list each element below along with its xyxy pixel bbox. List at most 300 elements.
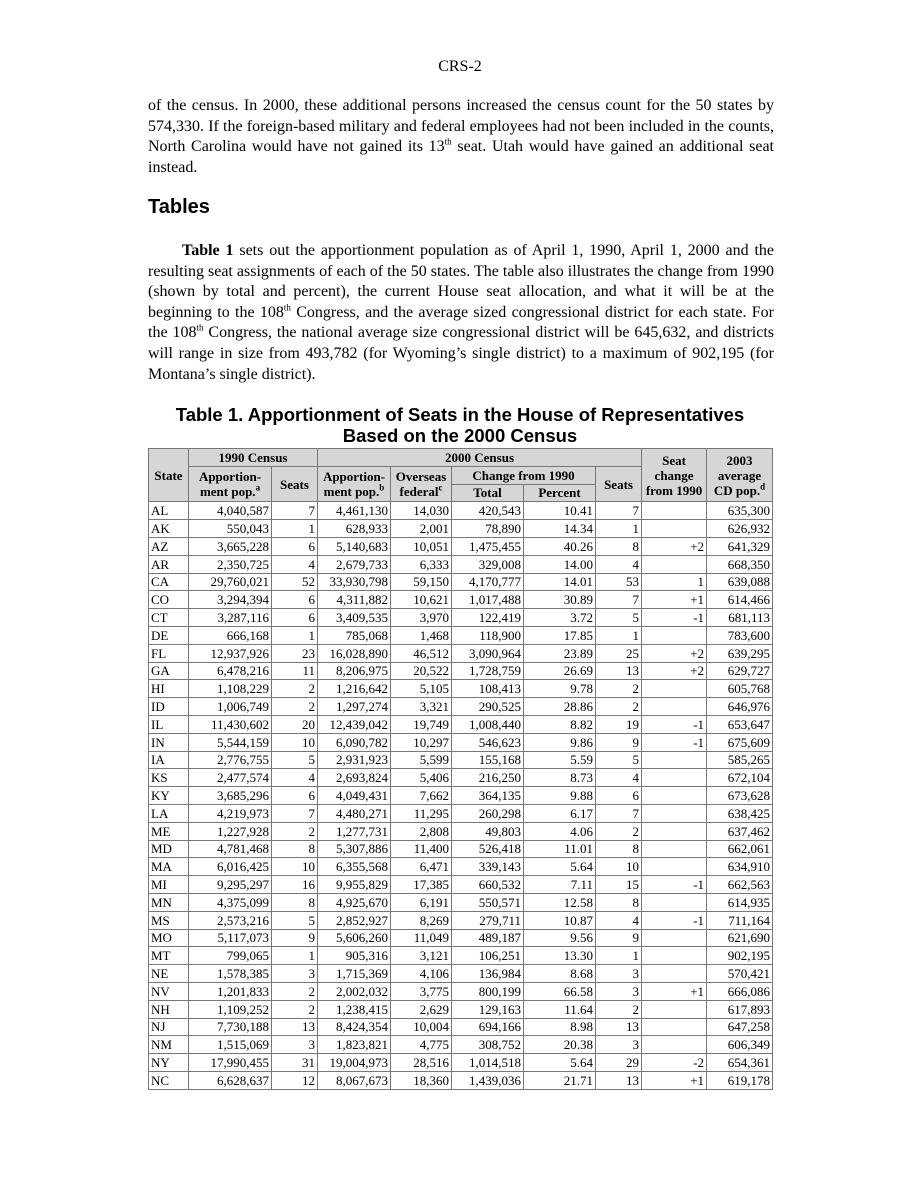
cell-overseas-federal: 28,516 bbox=[391, 1054, 452, 1072]
cell-average-cd-pop: 635,300 bbox=[707, 502, 773, 520]
cell-change-percent: 11.01 bbox=[524, 840, 596, 858]
cell-change-percent: 9.78 bbox=[524, 680, 596, 698]
cell-apportionment-2000: 785,068 bbox=[318, 626, 391, 644]
table-row bbox=[149, 769, 773, 787]
cell-change-percent: 10.41 bbox=[524, 502, 596, 520]
cell-change-percent: 17.85 bbox=[524, 626, 596, 644]
table-title-line-1: Table 1. Apportionment of Seats in the House of Representatives bbox=[175, 404, 745, 425]
cell-apportionment-2000: 16,028,890 bbox=[318, 644, 391, 662]
cell-average-cd-pop: 666,086 bbox=[707, 982, 773, 1000]
cell-seats-2000: 2 bbox=[596, 698, 642, 716]
cell-seats-1990: 4 bbox=[272, 555, 318, 573]
cell-apportionment-2000: 5,606,260 bbox=[318, 929, 391, 947]
cell-change-total: 339,143 bbox=[452, 858, 524, 876]
cell-seat-change: +2 bbox=[642, 537, 707, 555]
cell-change-total: 1,008,440 bbox=[452, 715, 524, 733]
cell-overseas-federal: 19,749 bbox=[391, 715, 452, 733]
cell-apportionment-2000: 2,693,824 bbox=[318, 769, 391, 787]
cell-seats-1990: 23 bbox=[272, 644, 318, 662]
table-title-line-2: Based on the 2000 Census bbox=[342, 425, 578, 446]
cell-state: ME bbox=[149, 822, 189, 840]
cell-seat-change: +1 bbox=[642, 591, 707, 609]
cell-seat-change bbox=[642, 769, 707, 787]
cell-seats-2000: 1 bbox=[596, 947, 642, 965]
header-avg-footnote: d bbox=[760, 481, 766, 492]
cell-apportionment-1990: 4,040,587 bbox=[189, 502, 272, 520]
cell-seats-2000: 25 bbox=[596, 644, 642, 662]
cell-state: NV bbox=[149, 982, 189, 1000]
cell-seats-1990: 2 bbox=[272, 698, 318, 716]
cell-change-percent: 3.72 bbox=[524, 609, 596, 627]
cell-change-total: 136,984 bbox=[452, 965, 524, 983]
cell-seats-1990: 11 bbox=[272, 662, 318, 680]
cell-seats-2000: 6 bbox=[596, 787, 642, 805]
cell-seats-1990: 52 bbox=[272, 573, 318, 591]
para2-superscript-1: th bbox=[283, 302, 291, 313]
section-heading: Tables bbox=[148, 196, 210, 218]
cell-seats-2000: 3 bbox=[596, 965, 642, 983]
cell-state: AL bbox=[149, 502, 189, 520]
cell-overseas-federal: 10,621 bbox=[391, 591, 452, 609]
cell-change-total: 106,251 bbox=[452, 947, 524, 965]
cell-average-cd-pop: 654,361 bbox=[707, 1054, 773, 1072]
cell-seats-1990: 5 bbox=[272, 911, 318, 929]
cell-apportionment-2000: 2,679,733 bbox=[318, 555, 391, 573]
cell-apportionment-1990: 2,776,755 bbox=[189, 751, 272, 769]
tables-paragraph bbox=[148, 241, 774, 385]
cell-average-cd-pop: 641,329 bbox=[707, 537, 773, 555]
cell-seat-change bbox=[642, 929, 707, 947]
cell-change-total: 694,166 bbox=[452, 1018, 524, 1036]
cell-seats-1990: 6 bbox=[272, 787, 318, 805]
cell-average-cd-pop: 653,647 bbox=[707, 715, 773, 733]
cell-apportionment-1990: 3,665,228 bbox=[189, 537, 272, 555]
table-row bbox=[149, 573, 773, 591]
cell-average-cd-pop: 570,421 bbox=[707, 965, 773, 983]
cell-seats-2000: 7 bbox=[596, 804, 642, 822]
cell-seats-1990: 12 bbox=[272, 1071, 318, 1089]
cell-average-cd-pop: 614,466 bbox=[707, 591, 773, 609]
cell-change-percent: 13.30 bbox=[524, 947, 596, 965]
cell-overseas-federal: 10,297 bbox=[391, 733, 452, 751]
cell-change-total: 155,168 bbox=[452, 751, 524, 769]
cell-change-total: 550,571 bbox=[452, 893, 524, 911]
cell-change-total: 546,623 bbox=[452, 733, 524, 751]
cell-state: AZ bbox=[149, 537, 189, 555]
cell-overseas-federal: 6,333 bbox=[391, 555, 452, 573]
cell-apportionment-2000: 9,955,829 bbox=[318, 876, 391, 894]
cell-seats-2000: 4 bbox=[596, 911, 642, 929]
cell-seat-change bbox=[642, 840, 707, 858]
header-seat-change bbox=[642, 449, 707, 502]
cell-overseas-federal: 59,150 bbox=[391, 573, 452, 591]
table-row bbox=[149, 982, 773, 1000]
table-row bbox=[149, 965, 773, 983]
cell-seats-2000: 2 bbox=[596, 680, 642, 698]
cell-average-cd-pop: 634,910 bbox=[707, 858, 773, 876]
cell-seats-1990: 4 bbox=[272, 769, 318, 787]
table-row bbox=[149, 893, 773, 911]
cell-apportionment-2000: 4,925,670 bbox=[318, 893, 391, 911]
cell-apportionment-1990: 1,109,252 bbox=[189, 1000, 272, 1018]
cell-overseas-federal: 20,522 bbox=[391, 662, 452, 680]
table-row bbox=[149, 1000, 773, 1018]
cell-seats-1990: 5 bbox=[272, 751, 318, 769]
cell-seats-2000: 4 bbox=[596, 769, 642, 787]
cell-average-cd-pop: 619,178 bbox=[707, 1071, 773, 1089]
table-row bbox=[149, 947, 773, 965]
cell-apportionment-1990: 3,685,296 bbox=[189, 787, 272, 805]
cell-overseas-federal: 2,001 bbox=[391, 520, 452, 538]
cell-seat-change: -1 bbox=[642, 733, 707, 751]
cell-seats-1990: 10 bbox=[272, 858, 318, 876]
cell-change-total: 216,250 bbox=[452, 769, 524, 787]
cell-seats-2000: 13 bbox=[596, 662, 642, 680]
cell-overseas-federal: 3,321 bbox=[391, 698, 452, 716]
page-header: CRS-2 bbox=[438, 58, 482, 75]
table-reference: Table 1 bbox=[182, 242, 234, 259]
cell-change-percent: 28.86 bbox=[524, 698, 596, 716]
cell-apportionment-2000: 19,004,973 bbox=[318, 1054, 391, 1072]
cell-state: LA bbox=[149, 804, 189, 822]
cell-apportionment-2000: 4,480,271 bbox=[318, 804, 391, 822]
header-app00-line-1: Apportion- bbox=[322, 469, 386, 485]
cell-apportionment-1990: 6,478,216 bbox=[189, 662, 272, 680]
cell-seat-change: -1 bbox=[642, 609, 707, 627]
cell-state: KS bbox=[149, 769, 189, 787]
cell-state: MI bbox=[149, 876, 189, 894]
cell-seats-1990: 6 bbox=[272, 609, 318, 627]
cell-state: MS bbox=[149, 911, 189, 929]
para1-text-a: of the census. In 2000, these additional persons increased the census count for the 50 states by 574,330. If the foreign-based military and federal employees had not been included in the counts, North Carolina would have not gained its 13 bbox=[148, 97, 774, 156]
cell-change-total: 279,711 bbox=[452, 911, 524, 929]
cell-seats-1990: 2 bbox=[272, 822, 318, 840]
cell-change-total: 3,090,964 bbox=[452, 644, 524, 662]
cell-state: AK bbox=[149, 520, 189, 538]
table-row bbox=[149, 502, 773, 520]
cell-seat-change bbox=[642, 502, 707, 520]
cell-average-cd-pop: 606,349 bbox=[707, 1036, 773, 1054]
cell-seat-change bbox=[642, 751, 707, 769]
header-seat-change-line-1: Seat bbox=[662, 452, 686, 468]
cell-seats-1990: 3 bbox=[272, 1036, 318, 1054]
cell-average-cd-pop: 637,462 bbox=[707, 822, 773, 840]
cell-seats-2000: 3 bbox=[596, 982, 642, 1000]
cell-seat-change bbox=[642, 1036, 707, 1054]
table-row bbox=[149, 662, 773, 680]
cell-seats-1990: 1 bbox=[272, 626, 318, 644]
cell-apportionment-1990: 799,065 bbox=[189, 947, 272, 965]
cell-apportionment-1990: 11,430,602 bbox=[189, 715, 272, 733]
cell-change-percent: 14.00 bbox=[524, 555, 596, 573]
cell-apportionment-1990: 29,760,021 bbox=[189, 573, 272, 591]
cell-change-percent: 12.58 bbox=[524, 893, 596, 911]
table-row bbox=[149, 1071, 773, 1089]
cell-average-cd-pop: 662,061 bbox=[707, 840, 773, 858]
header-app00-line-2: ment pop. bbox=[323, 484, 380, 500]
cell-seats-1990: 1 bbox=[272, 520, 318, 538]
cell-overseas-federal: 4,106 bbox=[391, 965, 452, 983]
cell-overseas-federal: 2,808 bbox=[391, 822, 452, 840]
cell-seats-1990: 7 bbox=[272, 804, 318, 822]
cell-change-total: 660,532 bbox=[452, 876, 524, 894]
cell-change-percent: 11.64 bbox=[524, 1000, 596, 1018]
table-row bbox=[149, 520, 773, 538]
cell-change-percent: 9.56 bbox=[524, 929, 596, 947]
cell-change-percent: 21.71 bbox=[524, 1071, 596, 1089]
cell-seat-change bbox=[642, 858, 707, 876]
header-app90-footnote: a bbox=[255, 482, 261, 493]
cell-apportionment-2000: 12,439,042 bbox=[318, 715, 391, 733]
cell-state: MN bbox=[149, 893, 189, 911]
table-row bbox=[149, 751, 773, 769]
cell-seat-change: -2 bbox=[642, 1054, 707, 1072]
cell-average-cd-pop: 629,727 bbox=[707, 662, 773, 680]
cell-change-total: 108,413 bbox=[452, 680, 524, 698]
cell-overseas-federal: 11,295 bbox=[391, 804, 452, 822]
cell-seats-2000: 15 bbox=[596, 876, 642, 894]
cell-apportionment-1990: 7,730,188 bbox=[189, 1018, 272, 1036]
cell-change-total: 329,008 bbox=[452, 555, 524, 573]
table-row bbox=[149, 822, 773, 840]
cell-average-cd-pop: 662,563 bbox=[707, 876, 773, 894]
cell-apportionment-1990: 9,295,297 bbox=[189, 876, 272, 894]
cell-state: MA bbox=[149, 858, 189, 876]
cell-state: IL bbox=[149, 715, 189, 733]
cell-average-cd-pop: 675,609 bbox=[707, 733, 773, 751]
cell-seats-2000: 1 bbox=[596, 520, 642, 538]
cell-seat-change: +1 bbox=[642, 1071, 707, 1089]
cell-overseas-federal: 7,662 bbox=[391, 787, 452, 805]
cell-apportionment-2000: 1,715,369 bbox=[318, 965, 391, 983]
cell-state: CO bbox=[149, 591, 189, 609]
cell-seats-2000: 8 bbox=[596, 840, 642, 858]
cell-seat-change: -1 bbox=[642, 911, 707, 929]
cell-apportionment-1990: 17,990,455 bbox=[189, 1054, 272, 1072]
cell-seats-2000: 13 bbox=[596, 1018, 642, 1036]
cell-seat-change bbox=[642, 947, 707, 965]
cell-change-total: 489,187 bbox=[452, 929, 524, 947]
cell-average-cd-pop: 711,164 bbox=[707, 911, 773, 929]
table-row bbox=[149, 787, 773, 805]
cell-seat-change: +2 bbox=[642, 644, 707, 662]
cell-overseas-federal: 5,105 bbox=[391, 680, 452, 698]
cell-change-total: 78,890 bbox=[452, 520, 524, 538]
cell-change-total: 1,439,036 bbox=[452, 1071, 524, 1089]
cell-seats-1990: 2 bbox=[272, 680, 318, 698]
cell-change-total: 129,163 bbox=[452, 1000, 524, 1018]
cell-seats-1990: 2 bbox=[272, 1000, 318, 1018]
cell-seats-2000: 19 bbox=[596, 715, 642, 733]
cell-change-total: 420,543 bbox=[452, 502, 524, 520]
cell-apportionment-1990: 1,201,833 bbox=[189, 982, 272, 1000]
cell-change-total: 290,525 bbox=[452, 698, 524, 716]
cell-apportionment-2000: 5,307,886 bbox=[318, 840, 391, 858]
cell-apportionment-1990: 550,043 bbox=[189, 520, 272, 538]
cell-seat-change: +1 bbox=[642, 982, 707, 1000]
cell-seat-change bbox=[642, 555, 707, 573]
cell-seats-2000: 5 bbox=[596, 751, 642, 769]
cell-seat-change: 1 bbox=[642, 573, 707, 591]
cell-change-percent: 26.69 bbox=[524, 662, 596, 680]
para1-text-b: seat. Utah would have gained an additional seat instead. bbox=[148, 138, 774, 176]
para1-superscript: th bbox=[444, 136, 452, 147]
cell-average-cd-pop: 646,976 bbox=[707, 698, 773, 716]
cell-state: FL bbox=[149, 644, 189, 662]
cell-change-percent: 8.73 bbox=[524, 769, 596, 787]
cell-seats-2000: 8 bbox=[596, 893, 642, 911]
cell-state: GA bbox=[149, 662, 189, 680]
cell-overseas-federal: 3,121 bbox=[391, 947, 452, 965]
cell-seat-change: -1 bbox=[642, 876, 707, 894]
table-row bbox=[149, 840, 773, 858]
cell-overseas-federal: 14,030 bbox=[391, 502, 452, 520]
cell-overseas-federal: 10,051 bbox=[391, 537, 452, 555]
cell-apportionment-1990: 5,544,159 bbox=[189, 733, 272, 751]
table-row bbox=[149, 804, 773, 822]
cell-apportionment-2000: 8,067,673 bbox=[318, 1071, 391, 1089]
cell-seat-change bbox=[642, 1018, 707, 1036]
cell-change-percent: 23.89 bbox=[524, 644, 596, 662]
cell-overseas-federal: 2,629 bbox=[391, 1000, 452, 1018]
cell-state: NJ bbox=[149, 1018, 189, 1036]
para2-text-b: Congress, and the average sized congressional district for each state. For the 108 bbox=[148, 303, 775, 342]
cell-state: AR bbox=[149, 555, 189, 573]
cell-apportionment-2000: 4,311,882 bbox=[318, 591, 391, 609]
cell-apportionment-2000: 5,140,683 bbox=[318, 537, 391, 555]
table-row bbox=[149, 1018, 773, 1036]
header-seats-2000: Seats bbox=[596, 466, 642, 502]
header-avg-line-3: CD pop. bbox=[713, 482, 761, 498]
cell-apportionment-2000: 6,090,782 bbox=[318, 733, 391, 751]
cell-apportionment-2000: 4,049,431 bbox=[318, 787, 391, 805]
cell-apportionment-1990: 2,573,216 bbox=[189, 911, 272, 929]
cell-change-total: 526,418 bbox=[452, 840, 524, 858]
table-row bbox=[149, 1036, 773, 1054]
cell-state: NH bbox=[149, 1000, 189, 1018]
cell-average-cd-pop: 605,768 bbox=[707, 680, 773, 698]
header-apportionment-2000 bbox=[318, 466, 391, 502]
cell-apportionment-1990: 6,628,637 bbox=[189, 1071, 272, 1089]
cell-seat-change bbox=[642, 804, 707, 822]
header-change-from-1990: Change from 1990 bbox=[452, 466, 596, 484]
cell-change-total: 122,419 bbox=[452, 609, 524, 627]
cell-change-total: 800,199 bbox=[452, 982, 524, 1000]
cell-apportionment-2000: 1,297,274 bbox=[318, 698, 391, 716]
cell-state: IN bbox=[149, 733, 189, 751]
cell-apportionment-2000: 1,238,415 bbox=[318, 1000, 391, 1018]
cell-overseas-federal: 18,360 bbox=[391, 1071, 452, 1089]
cell-average-cd-pop: 783,600 bbox=[707, 626, 773, 644]
cell-change-total: 1,475,455 bbox=[452, 537, 524, 555]
cell-state: HI bbox=[149, 680, 189, 698]
cell-apportionment-1990: 3,294,394 bbox=[189, 591, 272, 609]
cell-average-cd-pop: 673,628 bbox=[707, 787, 773, 805]
cell-seats-1990: 8 bbox=[272, 893, 318, 911]
cell-seat-change: -1 bbox=[642, 715, 707, 733]
cell-seats-1990: 8 bbox=[272, 840, 318, 858]
cell-state: CA bbox=[149, 573, 189, 591]
header-state: State bbox=[149, 449, 189, 502]
header-seats-1990: Seats bbox=[272, 466, 318, 502]
cell-seats-2000: 9 bbox=[596, 929, 642, 947]
cell-average-cd-pop: 668,350 bbox=[707, 555, 773, 573]
cell-average-cd-pop: 647,258 bbox=[707, 1018, 773, 1036]
cell-state: NC bbox=[149, 1071, 189, 1089]
para2-text-a: sets out the apportionment population as of April 1, 1990, April 1, 2000 and the resulting seat assignments of each of the 50 states. The table also illustrates the change from 1990 (shown by total and percent), the current House seat allocation, and what it will be at the beginning to the 108 bbox=[148, 242, 774, 321]
intro-paragraph bbox=[148, 96, 774, 178]
table-row bbox=[149, 626, 773, 644]
cell-overseas-federal: 3,775 bbox=[391, 982, 452, 1000]
cell-seats-1990: 10 bbox=[272, 733, 318, 751]
cell-seats-1990: 3 bbox=[272, 965, 318, 983]
cell-seats-1990: 9 bbox=[272, 929, 318, 947]
cell-change-total: 49,803 bbox=[452, 822, 524, 840]
cell-state: CT bbox=[149, 609, 189, 627]
cell-apportionment-1990: 4,219,973 bbox=[189, 804, 272, 822]
cell-seats-2000: 8 bbox=[596, 537, 642, 555]
cell-change-percent: 7.11 bbox=[524, 876, 596, 894]
header-seat-change-line-3: from 1990 bbox=[645, 482, 703, 498]
cell-apportionment-2000: 6,355,568 bbox=[318, 858, 391, 876]
cell-state: IA bbox=[149, 751, 189, 769]
cell-state: DE bbox=[149, 626, 189, 644]
cell-overseas-federal: 1,468 bbox=[391, 626, 452, 644]
cell-seats-2000: 7 bbox=[596, 502, 642, 520]
table-row bbox=[149, 876, 773, 894]
header-2000-census: 2000 Census bbox=[318, 449, 642, 467]
cell-overseas-federal: 5,406 bbox=[391, 769, 452, 787]
cell-apportionment-2000: 1,216,642 bbox=[318, 680, 391, 698]
cell-overseas-federal: 10,004 bbox=[391, 1018, 452, 1036]
cell-overseas-federal: 46,512 bbox=[391, 644, 452, 662]
cell-seats-1990: 7 bbox=[272, 502, 318, 520]
cell-seats-1990: 6 bbox=[272, 591, 318, 609]
cell-average-cd-pop: 585,265 bbox=[707, 751, 773, 769]
header-app90-line-2: ment pop. bbox=[199, 484, 256, 500]
header-apportionment-1990 bbox=[189, 466, 272, 502]
cell-seats-2000: 2 bbox=[596, 822, 642, 840]
cell-change-total: 308,752 bbox=[452, 1036, 524, 1054]
cell-seats-1990: 31 bbox=[272, 1054, 318, 1072]
cell-apportionment-1990: 1,006,749 bbox=[189, 698, 272, 716]
cell-apportionment-1990: 1,515,069 bbox=[189, 1036, 272, 1054]
cell-overseas-federal: 11,049 bbox=[391, 929, 452, 947]
cell-overseas-federal: 17,385 bbox=[391, 876, 452, 894]
cell-apportionment-1990: 2,477,574 bbox=[189, 769, 272, 787]
cell-apportionment-1990: 3,287,116 bbox=[189, 609, 272, 627]
table-row bbox=[149, 644, 773, 662]
cell-change-percent: 5.64 bbox=[524, 1054, 596, 1072]
cell-apportionment-2000: 628,933 bbox=[318, 520, 391, 538]
header-overseas-line-1: Overseas bbox=[395, 469, 447, 485]
cell-seat-change: +2 bbox=[642, 662, 707, 680]
cell-apportionment-1990: 5,117,073 bbox=[189, 929, 272, 947]
cell-overseas-federal: 8,269 bbox=[391, 911, 452, 929]
cell-average-cd-pop: 672,104 bbox=[707, 769, 773, 787]
cell-apportionment-2000: 8,424,354 bbox=[318, 1018, 391, 1036]
table-row bbox=[149, 591, 773, 609]
cell-seats-1990: 16 bbox=[272, 876, 318, 894]
cell-seat-change bbox=[642, 698, 707, 716]
cell-apportionment-1990: 12,937,926 bbox=[189, 644, 272, 662]
cell-average-cd-pop: 638,425 bbox=[707, 804, 773, 822]
cell-change-percent: 9.86 bbox=[524, 733, 596, 751]
cell-state: KY bbox=[149, 787, 189, 805]
header-change-percent: Percent bbox=[524, 484, 596, 502]
cell-state: NE bbox=[149, 965, 189, 983]
cell-seats-1990: 2 bbox=[272, 982, 318, 1000]
